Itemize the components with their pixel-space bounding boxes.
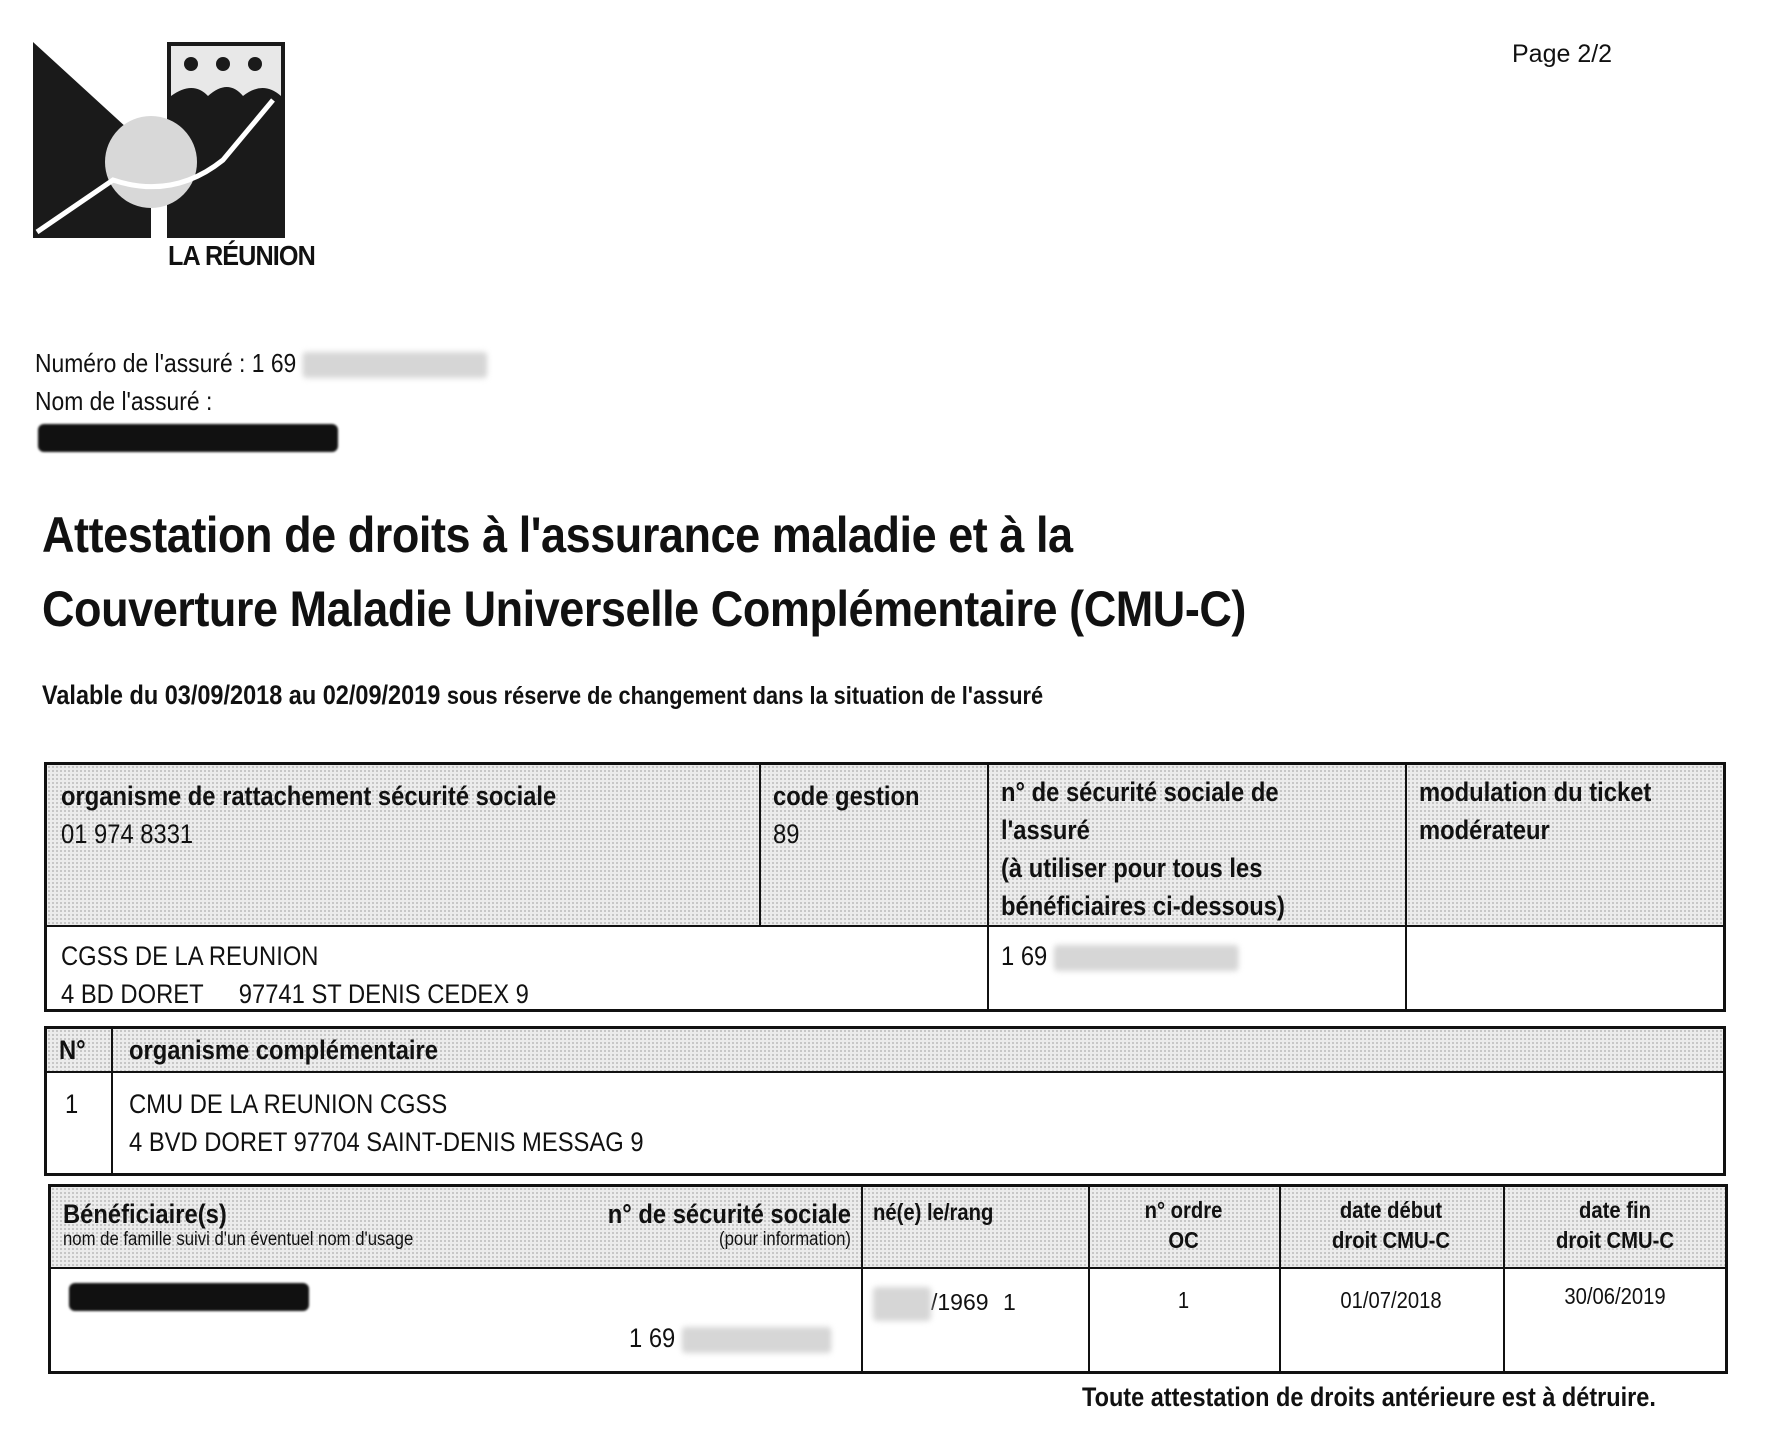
code-gestion-cell: code gestion 89: [773, 777, 940, 853]
organisme-name: CGSS DE LA REUNION: [61, 941, 319, 971]
validity-line: [42, 680, 1043, 711]
ordre-oc-header: n° ordre OC: [1144, 1197, 1223, 1253]
redacted-number: [303, 352, 488, 378]
beneficiaire-date-fin: 30/06/2019: [1564, 1283, 1666, 1309]
beneficiaire-ordre-oc: 1: [1177, 1287, 1190, 1313]
validity-dates: Valable du 03/09/2018 au 02/09/2019: [42, 680, 441, 710]
organisme-code: 01 974 8331: [61, 819, 194, 849]
nss-info-header: n° de sécurité sociale (pour information): [607, 1199, 851, 1250]
insured-number-label: Numéro de l'assuré :: [35, 348, 246, 378]
nss-header-cell: n° de sécurité sociale de l'assuré (à utiliser pour tous les bénéficiaires ci-dessous): [1001, 777, 1285, 921]
document-title-line1: Attestation de droits à l'assurance maladie et à la: [42, 507, 1073, 563]
beneficiaire-nss: 1 69: [629, 1319, 831, 1357]
date-debut-header: date début droit CMU-C: [1331, 1197, 1451, 1253]
footer-notice: Toute attestation de droits antérieure est à détruire.: [1082, 1382, 1656, 1412]
document-title-line2: Couverture Maladie Universelle Complémentaire (CMU-C): [42, 581, 1246, 637]
beneficiaire-rang: 1: [1002, 1289, 1016, 1316]
complementaire-name: CMU DE LA REUNION CGSS: [129, 1089, 448, 1119]
page-indicator: Page 2/2: [1512, 40, 1613, 68]
insured-number-line: [35, 348, 487, 379]
organisme-body-cell: [61, 937, 593, 1013]
organisme-header-cell: organisme de rattachement sécurité sociale 01 974 8331: [61, 777, 624, 853]
complementaire-row-n: 1: [65, 1089, 79, 1119]
complementaire-row: [129, 1085, 714, 1161]
insured-number-visible: 1 69: [251, 348, 297, 378]
validity-condition: sous réserve de changement dans la situation de l'assuré: [446, 682, 1044, 710]
organisme-address: 4 BD DORET 97741 ST DENIS CEDEX 9: [61, 979, 529, 1009]
redacted-nss: [1054, 945, 1239, 971]
complementaire-table: [44, 1026, 1726, 1176]
modulation-header-cell: modulation du ticket modérateur: [1419, 777, 1652, 845]
beneficiaires-table: [48, 1184, 1728, 1374]
insured-name-label: Nom de l'assuré :: [35, 386, 213, 416]
code-gestion-value: 89: [773, 819, 800, 849]
beneficiaire-header: Bénéficiaire(s) nom de famille suivi d'un éventuel nom d'usage: [63, 1199, 414, 1250]
organisme-table: [44, 762, 1726, 1012]
beneficiaire-born: /1969 1: [873, 1287, 1016, 1321]
insured-name-redacted: [38, 424, 338, 452]
redacted-nss: [682, 1327, 832, 1353]
logo-text: LA RÉUNION: [168, 240, 315, 271]
date-fin-header: date fin droit CMU-C: [1555, 1197, 1675, 1253]
beneficiaire-date-debut: 01/07/2018: [1340, 1287, 1442, 1313]
col-n-header: N°: [59, 1035, 86, 1065]
region-reunion-logo-icon: [33, 40, 293, 240]
redacted-birthdate: [873, 1287, 931, 1321]
col-organisme-header: organisme complémentaire: [129, 1035, 438, 1065]
nss-body-cell: 1 69: [1001, 937, 1239, 975]
beneficiaire-name-redacted: [69, 1283, 309, 1311]
complementaire-address: 4 BVD DORET 97704 SAINT-DENIS MESSAG 9: [129, 1127, 644, 1157]
born-header: né(e) le/rang: [873, 1199, 994, 1225]
